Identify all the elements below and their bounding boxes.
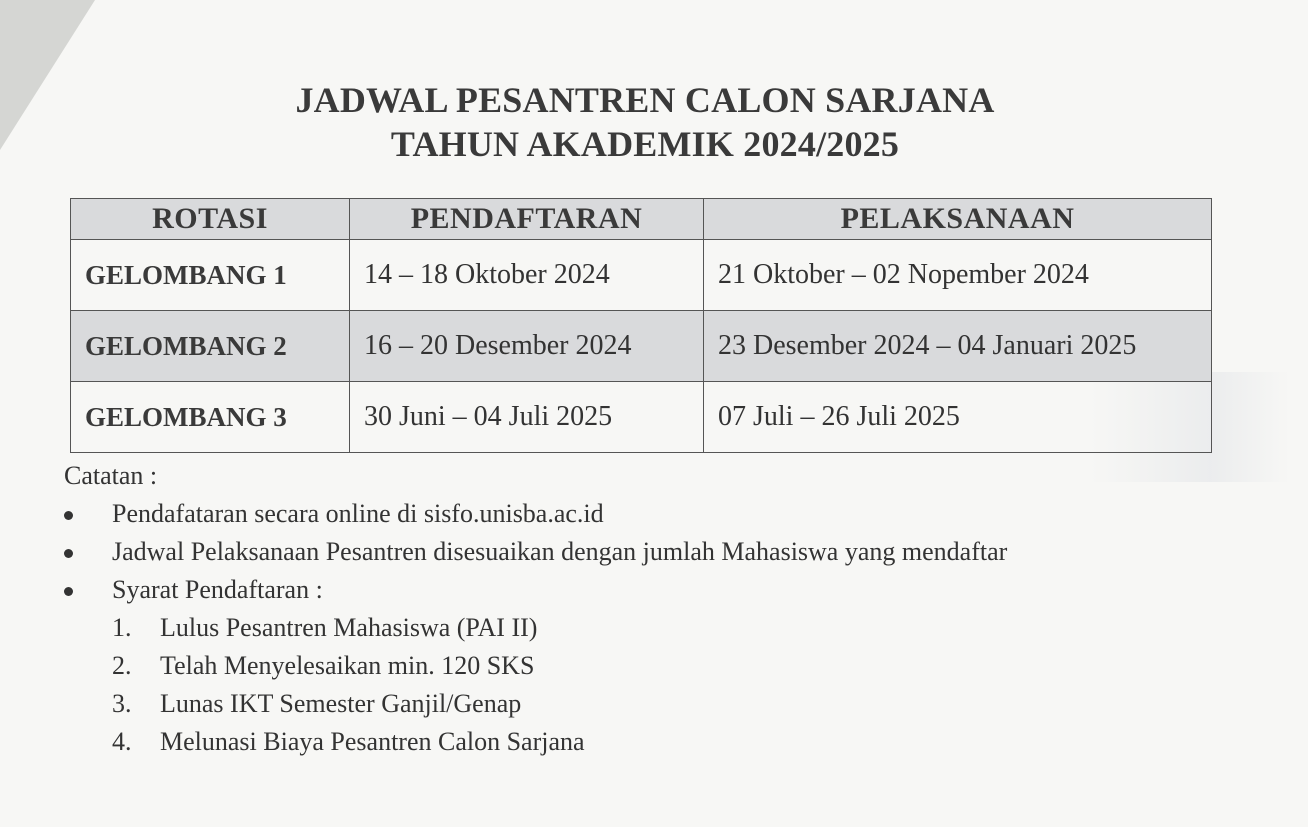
header-rotasi: ROTASI — [71, 199, 350, 240]
document-title — [0, 78, 1290, 166]
list-item — [112, 610, 1007, 646]
cell-pelaksanaan: 23 Desember 2024 – 04 Januari 2025 — [704, 311, 1212, 382]
list-item — [112, 724, 1007, 760]
list-item — [64, 496, 1007, 532]
bullet-text: Syarat Pendaftaran : — [112, 575, 323, 604]
cell-pendaftaran: 16 – 20 Desember 2024 — [350, 311, 704, 382]
cell-pelaksanaan: 21 Oktober – 02 Nopember 2024 — [704, 240, 1212, 311]
cell-pelaksanaan: 07 Juli – 26 Juli 2025 — [704, 382, 1212, 453]
requirement-text: Lunas IKT Semester Ganjil/Genap — [160, 689, 522, 718]
schedule-table — [70, 198, 1212, 453]
notes-title: Catatan : — [64, 461, 158, 490]
header-pendaftaran: PENDAFTARAN — [350, 199, 704, 240]
notes-bullet-list — [64, 496, 1007, 608]
title-line-2: TAHUN AKADEMIK 2024/2025 — [390, 124, 900, 164]
cell-rotasi: GELOMBANG 2 — [71, 311, 350, 382]
requirement-number: 2. — [112, 651, 132, 680]
title-line-1: JADWAL PESANTREN CALON SARJANA — [295, 80, 995, 120]
requirements-list — [64, 610, 1007, 760]
header-pelaksanaan: PELAKSANAAN — [704, 199, 1212, 240]
requirement-number: 3. — [112, 689, 132, 718]
table-row — [71, 311, 1212, 382]
list-item — [64, 534, 1007, 570]
table-header-row — [71, 199, 1212, 240]
requirement-text: Telah Menyelesaikan min. 120 SKS — [160, 651, 535, 680]
requirement-number: 1. — [112, 613, 132, 642]
cell-rotasi: GELOMBANG 3 — [71, 382, 350, 453]
bullet-text: Jadwal Pelaksanaan Pesantren disesuaikan dengan jumlah Mahasiswa yang mendaftar — [112, 537, 1008, 566]
requirement-text: Lulus Pesantren Mahasiswa (PAI II) — [160, 613, 538, 642]
requirement-number: 4. — [112, 727, 132, 756]
table-row — [71, 240, 1212, 311]
cell-pendaftaran: 14 – 18 Oktober 2024 — [350, 240, 704, 311]
notes-section — [64, 458, 1007, 762]
table-row — [71, 382, 1212, 453]
list-item — [112, 686, 1007, 722]
bullet-icon — [64, 549, 73, 558]
requirement-text: Melunasi Biaya Pesantren Calon Sarjana — [160, 727, 585, 756]
list-item — [112, 648, 1007, 684]
cell-rotasi: GELOMBANG 1 — [71, 240, 350, 311]
cell-pendaftaran: 30 Juni – 04 Juli 2025 — [350, 382, 704, 453]
list-item — [64, 572, 1007, 608]
bullet-icon — [64, 587, 73, 596]
bullet-text: Pendafataran secara online di sisfo.unisba.ac.id — [112, 499, 604, 528]
bullet-icon — [64, 511, 73, 520]
